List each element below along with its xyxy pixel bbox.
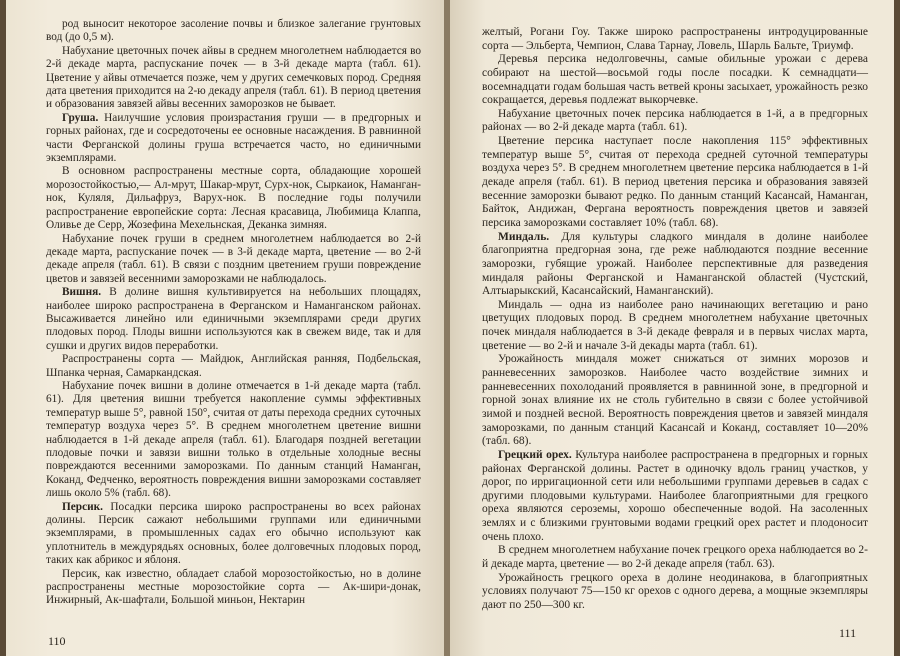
paragraph-text: Персик, как известно, обладает слабой морозостойкостью, но в долине распространены местные морозостойкие сорта — Ак-шири-донак, Инжирный, Ак-шафтали, Большой миньон, Нектарин	[46, 567, 421, 607]
paragraph-text: Набухание почек вишни в долине отмечается в 1-й декаде марта (табл. 61). Для цветения вишни требуется накопление суммы эффективных температур выше 5°, равной 150°, считая от даты перехода средних суточных температур воздуха через 5°. В среднем многолетнем цветение вишни наблюдается в 1-й декаде апреля (табл. 61). Благодаря поздней вегетации плодовые почки и завязи вишни только в отдельные холодные весны повреждаются весенними заморозками. По данным станций Наманган, Коканд, Федченко, вероятность повреждения вишни заморозками составляет лишь около 5% (табл. 68).	[46, 379, 421, 500]
paragraph-text: Для культуры сладкого миндаля в долине наиболее благоприятна предгорная зона, где реже наблюдаются поздние весенние заморозки, губящие урожай. Наиболее перспективные для разведения миндаля районы Ферганской и Наманганской областей (Чустский, Алтыарыкский, Касансайский, Наманганский).	[482, 230, 868, 298]
paragraph-text: В долине вишня культивируется на небольших площадях, наиболее широко распространена в Ферганском и Наманганском районах. Высаживается линейно или единичными экземплярами среди других плодовых пород. Плоды вишни используются как в свежем виде, так и для сушки и других видов переработки.	[46, 286, 421, 352]
section-term: Грецкий орех.	[498, 448, 572, 461]
paragraph-text: род выносит некоторое засоление почвы и близкое залегание грунтовых вод (до 0,5 м).	[46, 18, 421, 44]
paragraph	[46, 165, 421, 232]
paragraph-text: В среднем многолетнем набухание почек грецкого ореха наблюдается во 2-й декаде марта, цветение — во 2-й декаде апреля (табл. 63).	[482, 544, 868, 570]
paragraph	[482, 26, 868, 53]
right-page-text	[482, 26, 868, 613]
paragraph	[46, 286, 421, 353]
paragraph	[482, 449, 868, 544]
paragraph	[482, 53, 868, 108]
paragraph-text: Культура наиболее распространена в предгорных и горных районах Ферганской долины. Растет в одиночку вдоль границ участков, у дорог, по ирригационной сети или небольшими группами деревьев в садах с другими плодовыми культурами. Наиболее благоприятными для грецкого ореха являются сероземы, хорошо обеспеченные водой. На засоленных землях и с близкими грунтовыми водами грецкий орех растет и плодоносит очень плохо.	[482, 448, 868, 543]
paragraph-text: Распространены сорта — Майдюк, Английская ранняя, Подбельская, Шпанка черная, Самаркандская.	[46, 353, 421, 379]
paragraph	[482, 299, 868, 354]
paragraph	[46, 45, 421, 112]
paragraph-text: Деревья персика недолговечны, самые обильные урожаи с дерева собирают на шестой—восьмой годы после посадки. К семнадцати—восемнадцати годам большая часть ветвей кроны засыхает, урожайность резко сокращается, деревья подлежат выкорчевке.	[482, 53, 868, 107]
paragraph	[46, 112, 421, 166]
section-term: Вишня.	[62, 286, 102, 299]
paragraph-text: Цветение персика наступает после накопления 115° эффективных температур выше 5°, считая от перехода средней суточной температуры воздуха через 5°. В среднем многолетнем цветение персика наблюдается в 1-й декаде апреля (табл. 61). В период цветения персика и образования завязей весенние заморозки бывают редко. По данным станций Касансай, Наманган, Байток, Андижан, Фергана вероятность повреждения цветов и завязей персика заморозками составляет 10% (табл. 68).	[482, 135, 868, 229]
paragraph-text: Набухание почек груши в среднем многолетнем наблюдается во 2-й декаде марта, распускание почек — в 3-й декаде марта, цветение — во 2-й декаде апреля (табл. 61). В связи с поздним цветением груши повреждение цветов и завязей весенними заморозками не наблюдалось.	[46, 232, 421, 285]
section-term: Персик.	[62, 500, 103, 513]
left-page-text	[46, 18, 421, 608]
paragraph-text: Набухание цветочных почек персика наблюдается в 1-й, а в предгорных районах — во 2-й декаде марта (табл. 61).	[482, 107, 868, 134]
paragraph	[46, 380, 421, 501]
right-page	[450, 0, 894, 656]
paragraph	[482, 353, 868, 448]
paragraph-text: Набухание цветочных почек айвы в среднем многолетнем наблюдается во 2-й декаде марта, распускание почек — в 3-й декаде марта (табл. 61). Цветение у айвы отмечается позже, чем у других семечковых пород. Средняя дата цветения приходится на 2-ю декаду апреля (табл. 61). В период цветения и образования завязей айвы весенних заморозков не бывает.	[46, 44, 421, 111]
paragraph	[482, 231, 868, 299]
paragraph	[46, 233, 421, 287]
paragraph-text: В основном распространены местные сорта, обладающие хорошей морозостойкостью,— Ал-мрут, Шакар-мрут, Сурх-нок, Сыркаиок, Наманган-нок, Куляля, Дильафруз, Варух-нок. В последние годы получили распространение европейские сорта: Лесная красавица, Любимица Клаппа, Оливье де Серр, Жозефина Мехельнская, Деканка зимняя.	[46, 165, 421, 232]
paragraph-text: Урожайность миндаля может снижаться от зимних морозов и ранневесенних заморозков. Наиболее часто воздействие зимних и ранневесенних похолоданий проявляется в равнинной зоне, в предгорной и горной зонах влияние их не столь губительно в связи с более устойчивой зимой и поздней весной. Вероятность повреждения цветов и завязей миндаля заморозками, по данным станций Касансай и Коканд, составляет 10—20% (табл. 68).	[482, 353, 868, 448]
paragraph-text: Урожайность грецкого ореха в долине неодинакова, в благоприятных условиях получают 75—150 кг орехов с одного дерева, а мощные экземпляры дают по 250—300 кг.	[482, 571, 868, 611]
paragraph-text: Наилучшие условия произрастания груши — в предгорных и горных районах, где и сосредоточены ее основные насаждения. В равнинной части Ферганской долины груша встречается часто, но единичными экземплярами.	[46, 111, 421, 165]
left-page-number: 110	[48, 634, 66, 648]
paragraph-text: желтый, Рогани Гоу. Также широко распространены интродуцированные сорта — Эльберта, Чемпион, Слава Тарнау, Ловель, Шарль Бальте, Триумф.	[482, 26, 868, 52]
right-page-number: 111	[839, 626, 857, 640]
paragraph	[482, 108, 868, 135]
paragraph-text: Миндаль — одна из наиболее рано начинающих вегетацию и рано цветущих плодовых пород. В среднем многолетнем набухание цветочных почек миндаля наблюдается в 3-й декаде февраля и в первых числах марта, цветение — во 2-й и начале 3-й декады марта (табл. 61).	[482, 298, 868, 352]
paragraph	[46, 353, 421, 380]
section-term: Груша.	[62, 111, 99, 124]
paragraph	[482, 544, 868, 571]
paragraph	[46, 568, 421, 608]
paragraph	[46, 501, 421, 568]
left-page	[6, 0, 444, 656]
section-term: Миндаль.	[498, 230, 550, 243]
paragraph	[482, 135, 868, 230]
paragraph-text: Посадки персика широко распространены во всех районах долины. Персик сажают небольшими группами или единичными экземплярами, в промышленных садах его обычно используют как уплотнитель в междурядьях основных, более долговечных плодовых пород, таких как абрикос и яблоня.	[46, 500, 421, 567]
paragraph	[482, 572, 868, 613]
paragraph	[46, 18, 421, 45]
